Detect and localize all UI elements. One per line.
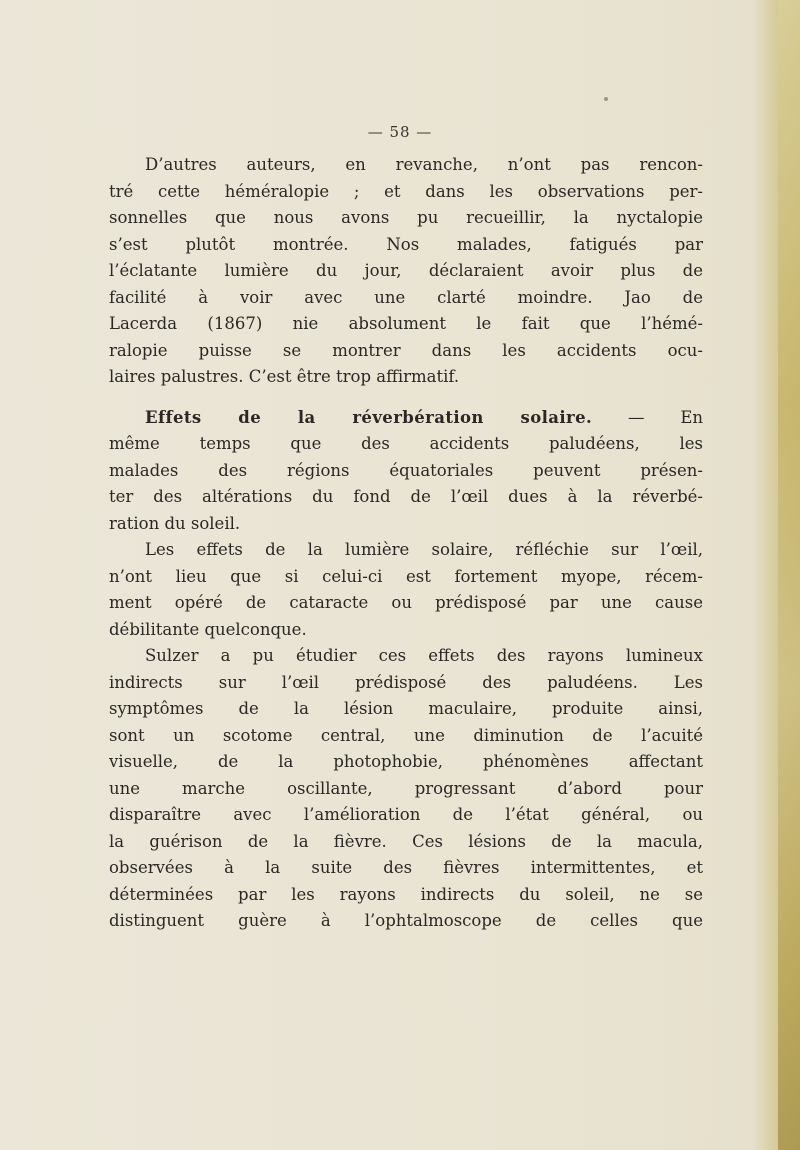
text-line: D’autres auteurs, en revanche, n’ont pas rencon- <box>145 155 703 174</box>
text-line: sont un scotome central, une diminution de l’acuité <box>109 725 703 745</box>
body-text <box>109 152 703 935</box>
section-heading-line <box>109 405 703 432</box>
page-number: — 58 — <box>367 123 433 141</box>
text-line: tré cette héméralopie ; et dans les observations per- <box>109 181 703 201</box>
text-line: indirects sur l’œil prédisposé des paludéens. Les <box>109 672 703 692</box>
text-line: ralopie puisse se montrer dans les accidents ocu- <box>109 340 703 360</box>
text-line: la guérison de la fièvre. Ces lésions de la macula, <box>109 831 703 851</box>
text-line: laires palustres. C’est être trop affirmatif. <box>109 367 460 386</box>
text-line: facilité à voir avec une clarté moindre. Jao de <box>109 287 703 307</box>
text-line: ration du soleil. <box>109 513 241 533</box>
paragraph-gap <box>109 391 703 405</box>
text-line: observées à la suite des fièvres intermittentes, et <box>109 858 703 877</box>
text-line: Les effets de la lumière solaire, réfléchie sur l’œil, <box>145 540 703 559</box>
ink-speck <box>604 97 608 101</box>
text-line: Sulzer a pu étudier ces effets des rayons lumineux <box>145 646 703 665</box>
text-line: sonnelles que nous avons pu recueillir, la nyctalopie <box>109 208 703 227</box>
text-line: Lacerda (1867) nie absolument le fait que l’hémé- <box>109 314 703 333</box>
text-line: même temps que des accidents paludéens, les <box>109 434 703 453</box>
text-line: malades des régions équatoriales peuvent présen- <box>109 460 703 480</box>
text-line: une marche oscillante, progressant d’abord pour <box>109 778 703 798</box>
section-heading-rest: — En <box>592 407 703 427</box>
text-line: s’est plutôt montrée. Nos malades, fatigués par <box>109 234 703 254</box>
text-line: n’ont lieu que si celui-ci est fortement myope, récem- <box>109 566 703 586</box>
text-line: disparaître avec l’amélioration de l’état général, ou <box>109 805 703 824</box>
text-line: distinguent guère à l’ophtalmoscope de celles que <box>109 911 703 930</box>
page-edge-stain <box>778 0 800 1150</box>
text-line: l’éclatante lumière du jour, déclaraient avoir plus de <box>109 261 703 280</box>
text-line: visuelle, de la photophobie, phénomènes affectant <box>109 752 703 771</box>
text-line: déterminées par les rayons indirects du soleil, ne se <box>109 884 703 904</box>
text-line: débilitante quelconque. <box>109 619 307 639</box>
text-line: ter des altérations du fond de l’œil dues à la réverbé- <box>109 487 703 506</box>
section-heading: Effets de la réverbération solaire. <box>145 407 593 427</box>
text-line: symptômes de la lésion maculaire, produite ainsi, <box>109 699 703 718</box>
text-line: ment opéré de cataracte ou prédisposé par une cause <box>109 593 703 612</box>
